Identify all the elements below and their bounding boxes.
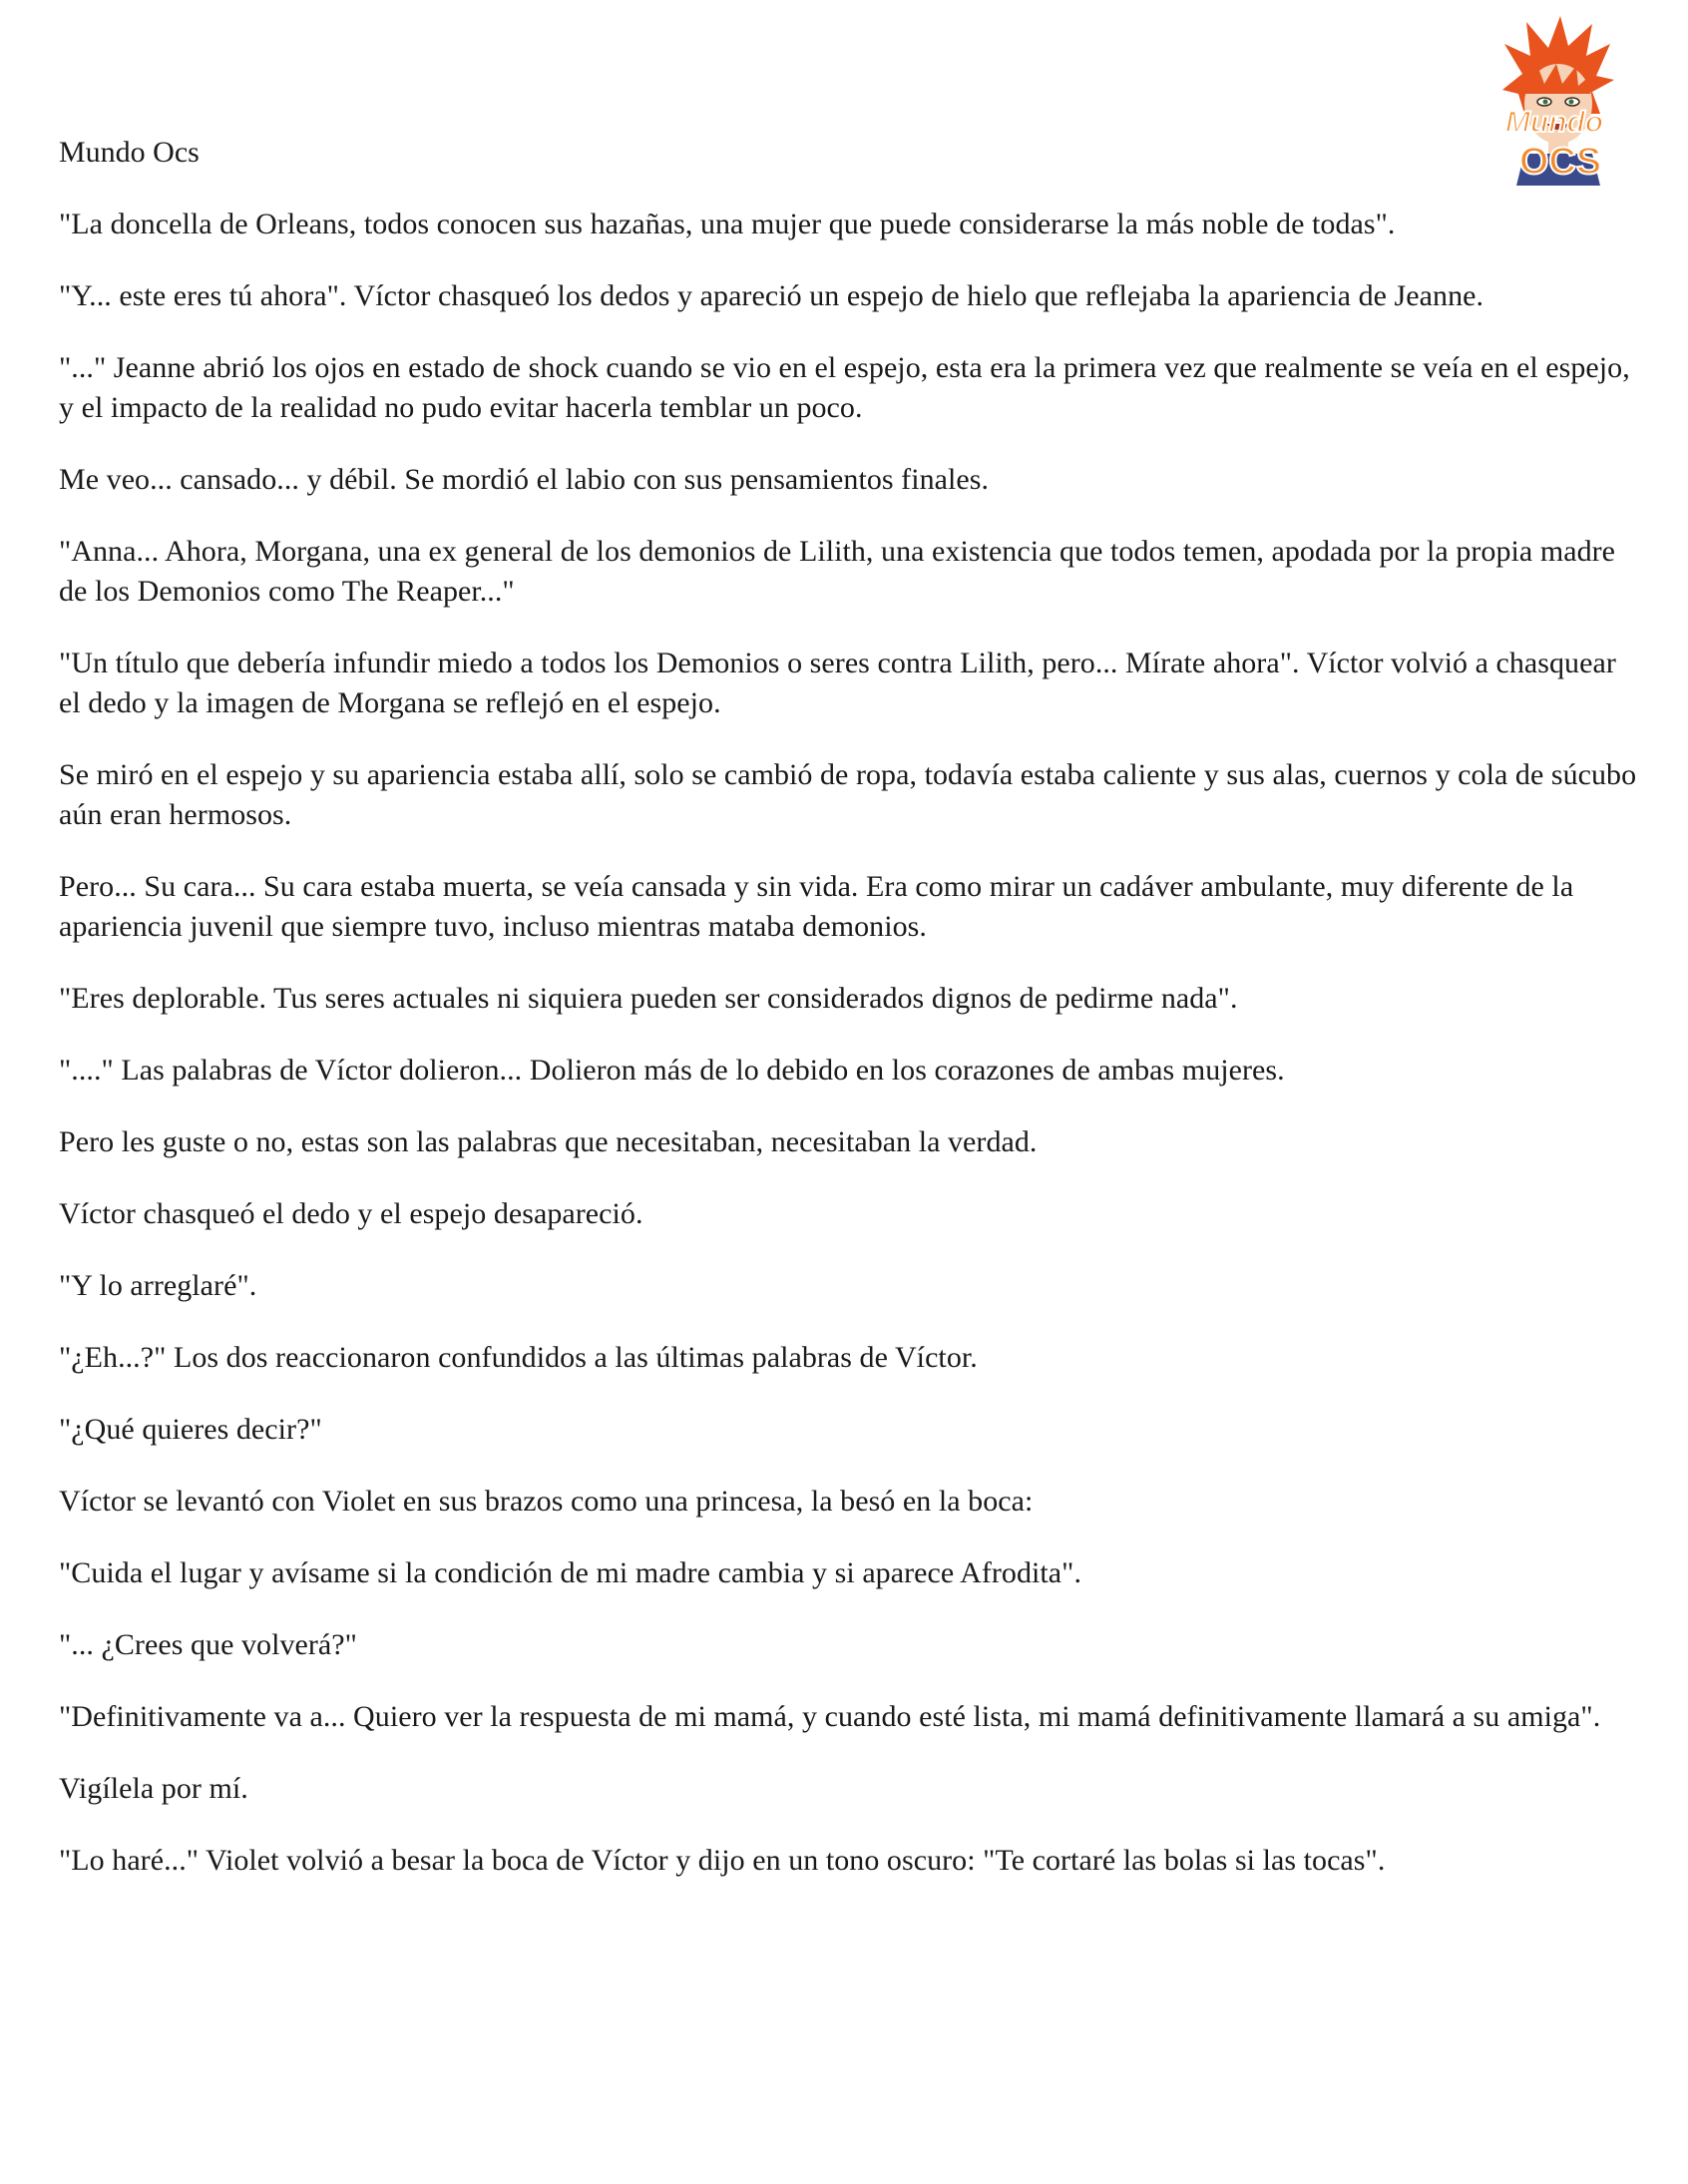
paragraph: "La doncella de Orleans, todos conocen sus hazañas, una mujer que puede considerarse la más noble de todas".: [59, 208, 1396, 240]
paragraph: "Y... este eres tú ahora". Víctor chasqueó los dedos y apareció un espejo de hielo que reflejaba la apariencia de Jeanne.: [59, 279, 1484, 312]
logo-text-top: Mundo: [1504, 106, 1604, 139]
paragraph: "¿Eh...?" Los dos reaccionaron confundidos a las últimas palabras de Víctor.: [59, 1341, 978, 1374]
logo-text-bottom: OCS: [1518, 141, 1602, 183]
paragraph: "Cuida el lugar y avísame si la condición de mi madre cambia y si aparece Afrodita".: [59, 1556, 1082, 1589]
paragraph: "Y lo arreglaré".: [59, 1269, 257, 1302]
paragraph: "Anna... Ahora, Morgana, una ex general de los demonios de Lilith, una existencia que todos temen, apodada por la propia madre de los Demonios como The Reaper...": [59, 535, 1616, 608]
paragraph: "Un título que debería infundir miedo a todos los Demonios o seres contra Lilith, pero... Mírate ahora". Víctor volvió a chasquear el dedo y la imagen de Morgana se reflejó en el espejo.: [59, 647, 1616, 719]
paragraph: Vigílela por mí.: [59, 1772, 248, 1805]
paragraph: "...." Las palabras de Víctor dolieron... Dolieron más de lo debido en los corazones de ambas mujeres.: [59, 1054, 1285, 1087]
paragraph: "Eres deplorable. Tus seres actuales ni siquiera pueden ser considerados dignos de pedirme nada".: [59, 982, 1238, 1015]
paragraph: "..." Jeanne abrió los ojos en estado de shock cuando se vio en el espejo, esta era la primera vez que realmente se veía en el espejo, y el impacto de la realidad no pudo evitar hacerla temblar un poco.: [59, 351, 1630, 424]
paragraph: Pero... Su cara... Su cara estaba muerta, se veía cansada y sin vida. Era como mirar un cadáver ambulante, muy diferente de la apariencia juvenil que siempre tuvo, incluso mientras mataba demonios.: [59, 870, 1574, 943]
paragraph: Víctor chasqueó el dedo y el espejo desapareció.: [59, 1197, 643, 1230]
character-mascot-icon: [1465, 14, 1644, 186]
paragraph: "... ¿Crees que volverá?": [59, 1628, 357, 1661]
paragraph: "Definitivamente va a... Quiero ver la respuesta de mi mamá, y cuando esté lista, mi mamá definitivamente llamará a su amiga".: [59, 1700, 1601, 1733]
document-body: [59, 205, 1640, 1913]
paragraph: "¿Qué quieres decir?": [59, 1413, 322, 1446]
mundo-ocs-logo: [1465, 14, 1644, 186]
paragraph: Víctor se levantó con Violet en sus brazos como una princesa, la besó en la boca:: [59, 1485, 1034, 1518]
paragraph: Pero les guste o no, estas son las palabras que necesitaban, necesitaban la verdad.: [59, 1125, 1038, 1158]
paragraph: "Lo haré..." Violet volvió a besar la boca de Víctor y dijo en un tono oscuro: "Te cortaré las bolas si las tocas".: [59, 1844, 1386, 1877]
paragraph: Se miró en el espejo y su apariencia estaba allí, solo se cambió de ropa, todavía estaba caliente y sus alas, cuernos y cola de súcubo aún eran hermosos.: [59, 758, 1637, 831]
page-header-site-name: Mundo Ocs: [59, 136, 200, 169]
paragraph: Me veo... cansado... y débil. Se mordió el labio con sus pensamientos finales.: [59, 463, 990, 496]
